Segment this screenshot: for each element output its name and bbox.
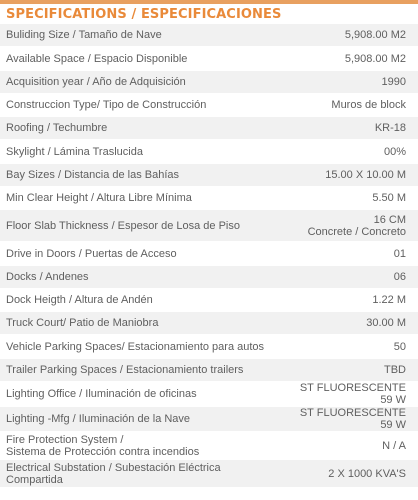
table-row [0, 432, 418, 460]
row-value: 30.00 M [282, 312, 418, 335]
spec-header [0, 4, 418, 24]
row-value: 5,908.00 M2 [282, 24, 418, 47]
row-value: 5.50 M [282, 187, 418, 210]
row-label-line2: Sistema de Protección contra incendios [6, 445, 200, 458]
row-value: TBD [282, 359, 418, 382]
row-label: Skylight / Lámina Traslucida [0, 140, 282, 164]
row-value: 1990 [282, 71, 418, 94]
row-label: Truck Court/ Patio de Maniobra [0, 312, 282, 335]
table-row [0, 24, 418, 47]
row-value: 1.22 M [282, 289, 418, 312]
row-value: ST FLUORESCENTE 59 W [282, 382, 418, 407]
row-value: KR-18 [282, 117, 418, 140]
row-label-line1: Electrical Substation / Subestación Eléctrica [6, 461, 221, 474]
row-value: N / A [282, 432, 418, 460]
row-label: Trailer Parking Spaces / Estacionamiento trailers [0, 359, 282, 382]
row-value-line1: 16 CM [373, 213, 406, 226]
table-row [0, 164, 418, 187]
row-label: Lighting -Mfg / Iluminación de la Nave [0, 407, 282, 432]
row-value: 50 [282, 335, 418, 359]
row-value: Muros de block [282, 94, 418, 117]
row-label: Min Clear Height / Altura Libre Mínima [0, 187, 282, 210]
row-label-line1: Fire Protection System / [6, 433, 124, 446]
row-label-line2: Compartida [6, 473, 63, 486]
table-row [0, 117, 418, 140]
row-label: Construccion Type/ Tipo de Construcción [0, 94, 282, 117]
table-row [0, 266, 418, 289]
row-label: Floor Slab Thickness / Espesor de Losa de Piso [0, 210, 282, 242]
table-row [0, 47, 418, 71]
table-row [0, 407, 418, 432]
table-row [0, 359, 418, 382]
table-row [0, 460, 418, 488]
table-row [0, 140, 418, 164]
table-row [0, 289, 418, 312]
table-row [0, 312, 418, 335]
row-value: 5,908.00 M2 [282, 47, 418, 71]
row-label: Vehicle Parking Spaces/ Estacionamiento para autos [0, 335, 282, 359]
row-value: 01 [282, 242, 418, 266]
row-value: 00% [282, 140, 418, 164]
row-label: Lighting Office / Iluminación de oficinas [0, 382, 282, 407]
row-value: 2 X 1000 KVA'S [282, 460, 418, 488]
row-value [282, 210, 418, 242]
row-label [0, 432, 282, 460]
row-value-line2: Concrete / Concreto [307, 225, 406, 238]
row-label [0, 460, 282, 488]
row-label: Docks / Andenes [0, 266, 282, 289]
row-value: 15.00 X 10.00 M [282, 164, 418, 187]
row-label: Roofing / Techumbre [0, 117, 282, 140]
row-value: 06 [282, 266, 418, 289]
row-label: Acquisition year / Año de Adquisición [0, 71, 282, 94]
specifications-table [0, 24, 418, 488]
table-row [0, 210, 418, 242]
row-label: Dock Heigth / Altura de Andén [0, 289, 282, 312]
row-label: Available Space / Espacio Disponible [0, 47, 282, 71]
table-row [0, 71, 418, 94]
table-row [0, 242, 418, 266]
page-title: SPECIFICATIONS / ESPECIFICACIONES [6, 6, 282, 22]
table-row [0, 382, 418, 407]
row-label: Buliding Size / Tamaño de Nave [0, 24, 282, 47]
table-row [0, 335, 418, 359]
table-row [0, 94, 418, 117]
row-label: Drive in Doors / Puertas de Acceso [0, 242, 282, 266]
table-row [0, 187, 418, 210]
row-label: Bay Sizes / Distancia de las Bahías [0, 164, 282, 187]
row-value: ST FLUORESCENTE 59 W [282, 407, 418, 432]
